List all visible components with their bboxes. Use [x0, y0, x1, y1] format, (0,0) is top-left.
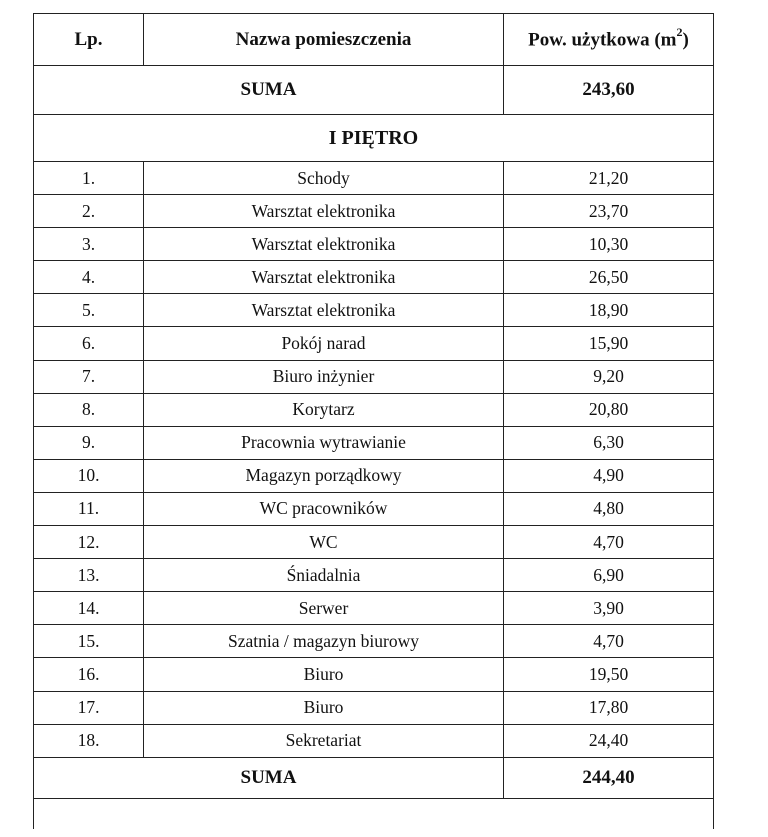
room-area: 4,90 — [504, 459, 714, 492]
header-area-close: ) — [682, 29, 689, 51]
room-lp: 16. — [34, 658, 144, 691]
table-row — [34, 724, 714, 757]
table-header-row — [34, 14, 714, 66]
room-area: 20,80 — [504, 393, 714, 426]
room-area: 21,20 — [504, 162, 714, 195]
room-lp: 7. — [34, 360, 144, 393]
room-area: 4,70 — [504, 526, 714, 559]
room-name: Schody — [144, 162, 504, 195]
room-name: Warsztat elektronika — [144, 195, 504, 228]
room-area: 23,70 — [504, 195, 714, 228]
room-area: 6,30 — [504, 426, 714, 459]
next-section-cell — [34, 798, 714, 829]
room-name: Pokój narad — [144, 327, 504, 360]
room-area: 10,30 — [504, 228, 714, 261]
table-row — [34, 492, 714, 525]
table-row — [34, 658, 714, 691]
room-area: 26,50 — [504, 261, 714, 294]
room-area-table — [33, 13, 714, 829]
room-lp: 18. — [34, 724, 144, 757]
room-area: 19,50 — [504, 658, 714, 691]
table-row — [34, 228, 714, 261]
table-row — [34, 691, 714, 724]
room-lp: 11. — [34, 492, 144, 525]
next-section-row — [34, 798, 714, 829]
room-lp: 6. — [34, 327, 144, 360]
room-area: 4,70 — [504, 625, 714, 658]
room-lp: 17. — [34, 691, 144, 724]
room-lp: 14. — [34, 592, 144, 625]
room-lp: 8. — [34, 393, 144, 426]
room-area: 18,90 — [504, 294, 714, 327]
room-name: Biuro — [144, 691, 504, 724]
room-name: Śniadalnia — [144, 559, 504, 592]
header-lp: Lp. — [34, 14, 144, 66]
room-lp: 2. — [34, 195, 144, 228]
room-name: Pracownia wytrawianie — [144, 426, 504, 459]
room-name: Warsztat elektronika — [144, 261, 504, 294]
table-row — [34, 360, 714, 393]
room-area: 24,40 — [504, 724, 714, 757]
header-room-name: Nazwa pomieszczenia — [144, 14, 504, 66]
table-row — [34, 526, 714, 559]
summary-row-floor — [34, 757, 714, 798]
room-area: 15,90 — [504, 327, 714, 360]
room-lp: 15. — [34, 625, 144, 658]
room-name: Korytarz — [144, 393, 504, 426]
room-name: Sekretariat — [144, 724, 504, 757]
room-area: 3,90 — [504, 592, 714, 625]
table-row — [34, 162, 714, 195]
summary-floor-value: 244,40 — [504, 757, 714, 798]
room-name: Biuro inżynier — [144, 360, 504, 393]
table-row — [34, 327, 714, 360]
room-name: Warsztat elektronika — [144, 228, 504, 261]
room-lp: 12. — [34, 526, 144, 559]
table-row — [34, 625, 714, 658]
table-row — [34, 294, 714, 327]
room-area: 4,80 — [504, 492, 714, 525]
room-name: WC pracowników — [144, 492, 504, 525]
room-lp: 5. — [34, 294, 144, 327]
header-usable-area — [504, 14, 714, 66]
room-name: Warsztat elektronika — [144, 294, 504, 327]
room-lp: 9. — [34, 426, 144, 459]
room-area: 6,90 — [504, 559, 714, 592]
summary-total-label: SUMA — [34, 66, 504, 115]
room-area: 9,20 — [504, 360, 714, 393]
section-row-floor — [34, 115, 714, 162]
summary-total-value: 243,60 — [504, 66, 714, 115]
summary-row-total — [34, 66, 714, 115]
room-name: WC — [144, 526, 504, 559]
section-title: I PIĘTRO — [34, 115, 714, 162]
table-row — [34, 426, 714, 459]
summary-floor-label: SUMA — [34, 757, 504, 798]
table-row — [34, 195, 714, 228]
room-name: Magazyn porządkowy — [144, 459, 504, 492]
room-area: 17,80 — [504, 691, 714, 724]
room-lp: 13. — [34, 559, 144, 592]
room-lp: 1. — [34, 162, 144, 195]
table-row — [34, 261, 714, 294]
header-area-text: Pow. użytkowa (m — [528, 29, 677, 51]
room-lp: 3. — [34, 228, 144, 261]
room-lp: 10. — [34, 459, 144, 492]
table-row — [34, 393, 714, 426]
room-name: Serwer — [144, 592, 504, 625]
room-name: Szatnia / magazyn biurowy — [144, 625, 504, 658]
room-name: Biuro — [144, 658, 504, 691]
table-row — [34, 459, 714, 492]
header-area-exponent: 2 — [676, 25, 683, 40]
room-lp: 4. — [34, 261, 144, 294]
table-row — [34, 592, 714, 625]
table-row — [34, 559, 714, 592]
